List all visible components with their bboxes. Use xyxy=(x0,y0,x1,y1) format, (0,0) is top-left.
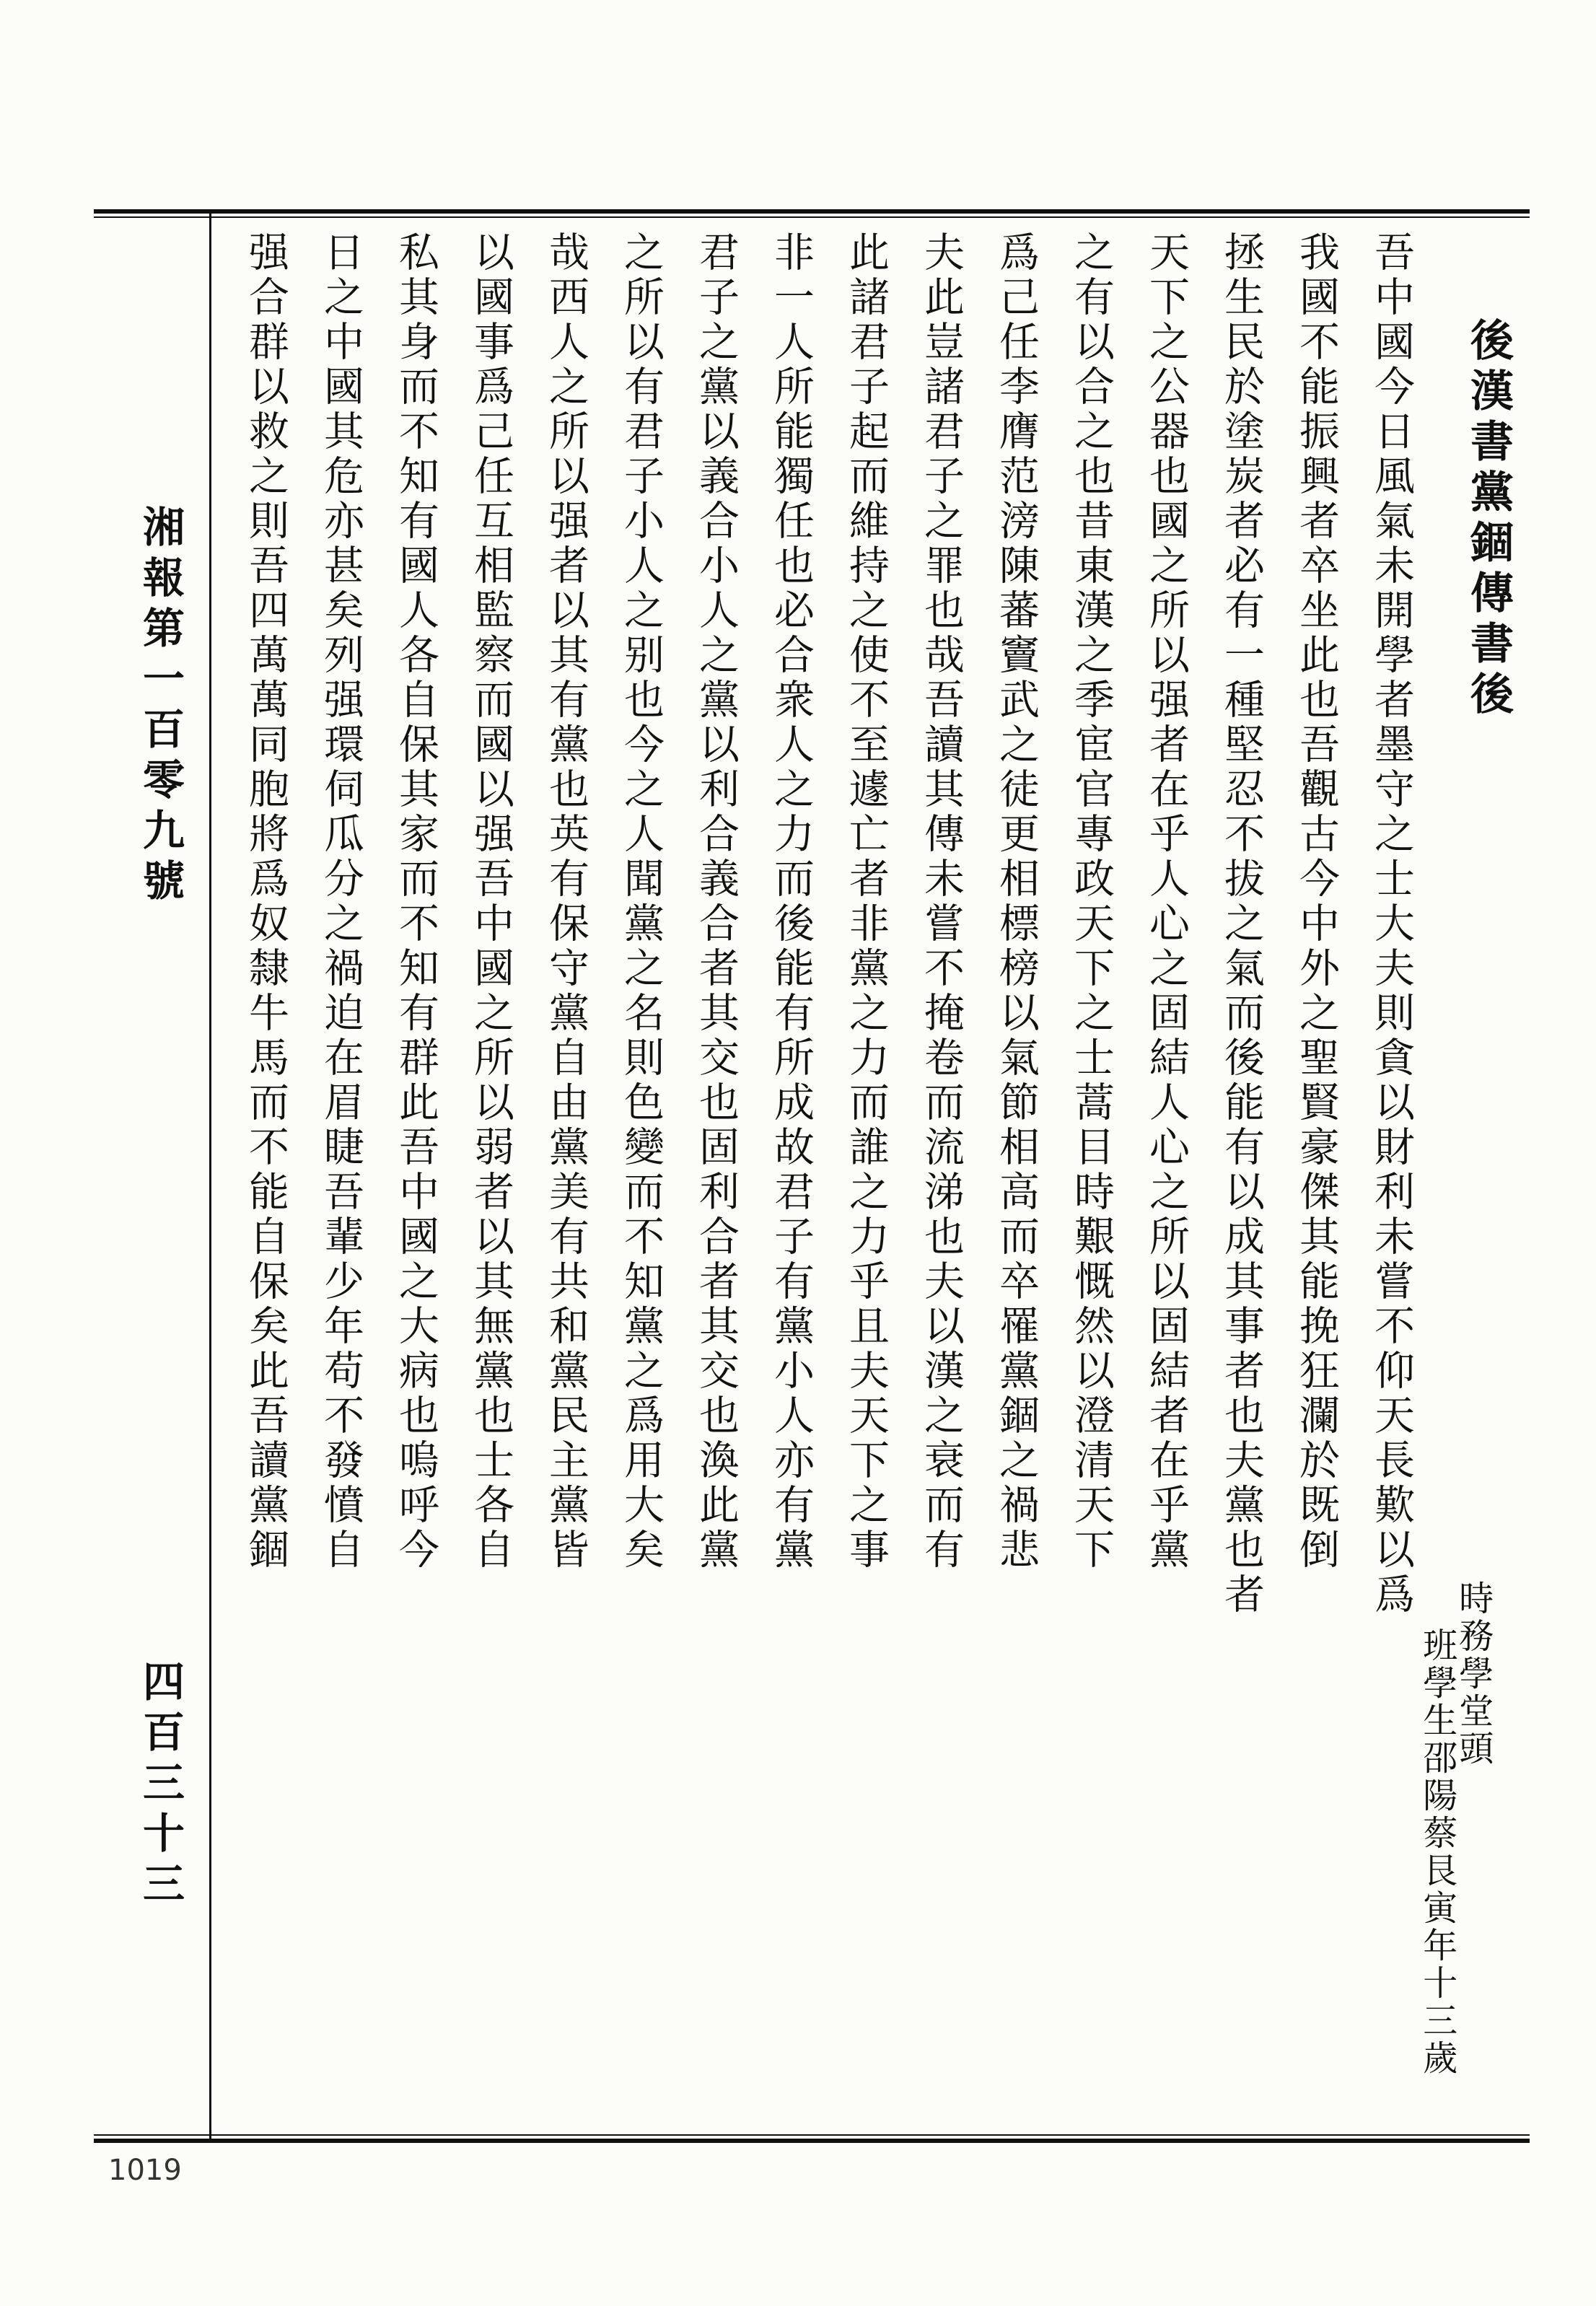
body-column: 爲己任李膺范滂陳蕃竇武之徒更相標榜以氣節相高而卒罹黨錮之禍悲 xyxy=(993,231,1040,1573)
journal-issue: 湘報第一百零九號 xyxy=(136,505,185,909)
footer-column xyxy=(94,209,211,2143)
article-title: 後漢書黨錮傳書後 xyxy=(1463,317,1514,722)
body-column: 此諸君子起而維持之使不至遽亡者非黨之力而誰之力乎且夫天下之事 xyxy=(843,231,890,1573)
author-line-1: 時務學堂頭 xyxy=(1452,1580,1494,1768)
author-line-2: 班學生邵陽蔡艮寅年十三歲 xyxy=(1416,1627,1457,2077)
body-column: 夫此豈諸君子之罪也哉吾讀其傳未嘗不掩卷而流涕也夫以漢之衰而有 xyxy=(918,231,965,1573)
body-column: 我國不能振興者卒坐此也吾觀古今中外之聖賢豪傑其能挽狂瀾於既倒 xyxy=(1293,231,1340,1573)
body-column: 以國事爲己任互相監察而國以强吾中國之所以弱者以其無黨也士各自 xyxy=(468,231,514,1573)
top-rule xyxy=(94,209,1530,218)
page-number: 1019 xyxy=(108,2154,182,2187)
body-column: 拯生民於塗炭者必有一種堅忍不拔之氣而後能有以成其事者也夫黨也者 xyxy=(1218,231,1265,1618)
body-column: 强合群以救之則吾四萬萬同胞將爲奴隸牛馬而不能自保矣此吾讀黨錮 xyxy=(242,231,289,1573)
body-column: 之所以有君子小人之别也今之人聞黨之名則色變而不知黨之爲用大矣 xyxy=(618,231,665,1573)
body-column: 之有以合之也昔東漢之季宦官專政天下之士蒿目時艱慨然以澄清天下 xyxy=(1068,231,1115,1573)
body-column: 天下之公器也國之所以强者在乎人心之固結人心之所以固結者在乎黨 xyxy=(1143,231,1190,1573)
bottom-rule xyxy=(94,2134,1530,2143)
body-column: 君子之黨以義合小人之黨以利合義合者其交也固利合者其交也渙此黨 xyxy=(693,231,740,1573)
page-frame xyxy=(94,209,1530,2143)
body-column: 私其身而不知有國人各自保其家而不知有群此吾中國之大病也嗚呼今 xyxy=(393,231,439,1573)
body-column: 日之中國其危亦甚矣列强環伺瓜分之禍迫在眉睫吾輩少年苟不發憤自 xyxy=(317,231,364,1573)
body-column: 哉西人之所以强者以其有黨也英有保守黨自由黨美有共和黨民主黨皆 xyxy=(543,231,589,1573)
body-column: 吾中國今日風氣未開學者墨守之士大夫則貪以財利未嘗不仰天長歎以爲 xyxy=(1368,231,1415,1618)
folio-number: 四百三十三 xyxy=(136,1660,185,1912)
body-column: 非一人所能獨任也必合衆人之力而後能有所成故君子有黨小人亦有黨 xyxy=(768,231,815,1573)
